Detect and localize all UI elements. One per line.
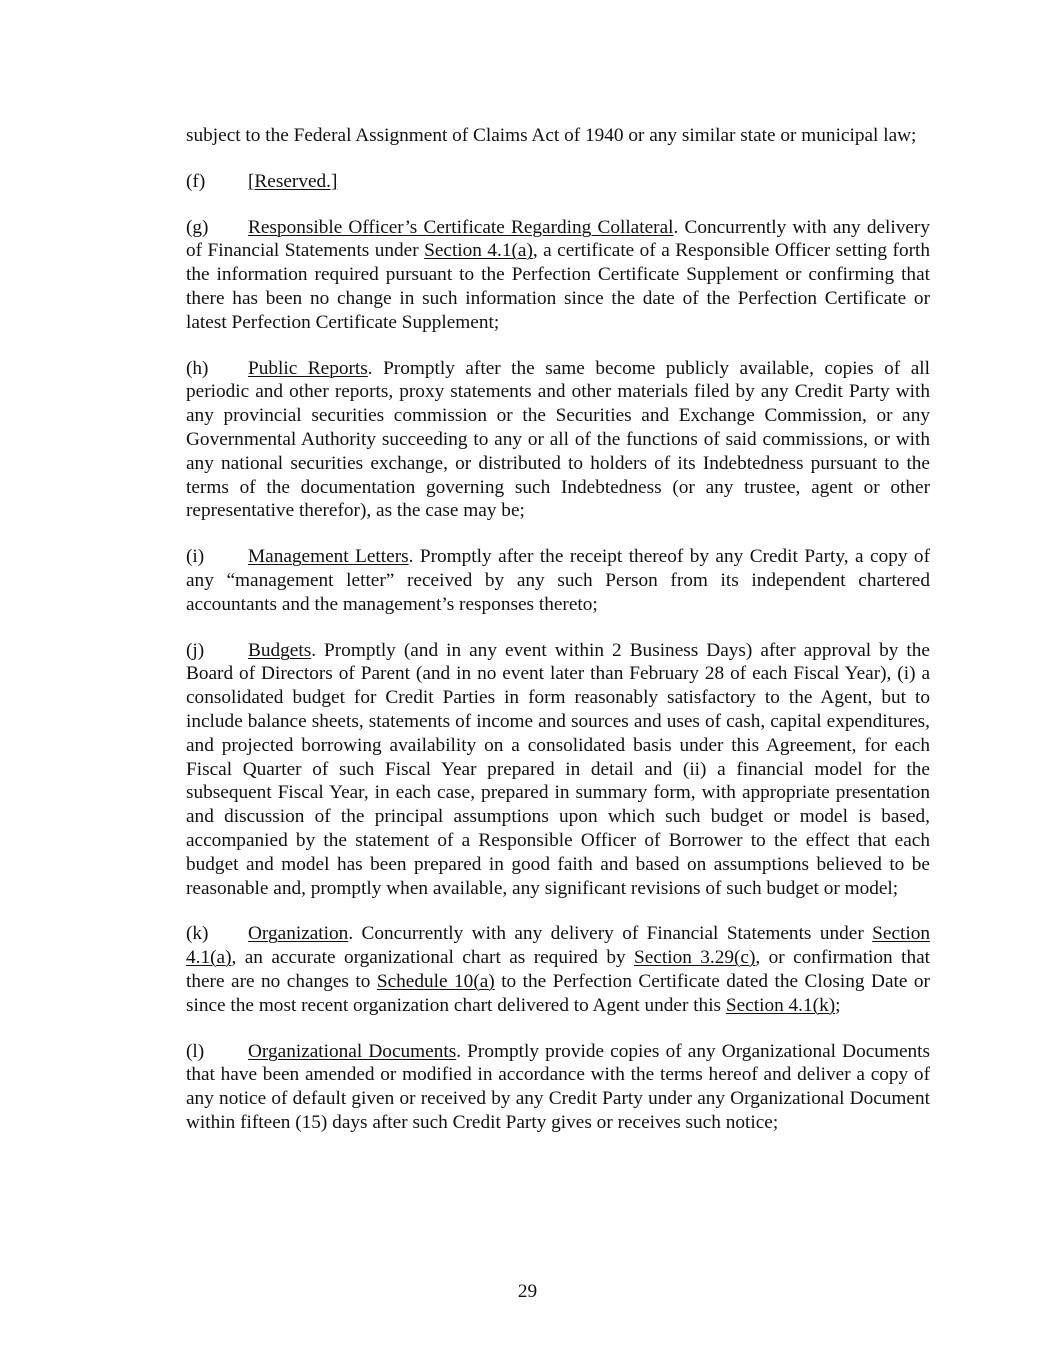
clause-heading: Public Reports [248,357,368,379]
clause-marker: (h) [186,357,209,379]
clause-text: . Concurrently with any delivery of Financial Statements under [348,923,873,945]
clause-marker: (k) [186,923,209,945]
clause-heading: Organizational Documents [248,1040,457,1062]
clause-f [186,170,930,194]
clause-text: , or confirmation that there are no changes to [186,947,931,992]
clause-text: . Promptly provide copies of any Organizational Documents that have been amended or modified in accordance with the terms hereof and deliver a copy of any notice of default given or received by any Credit Party under any Organizational Document within fifteen (15) days after such Credit Party gives or receives such notice; [186,1040,931,1133]
clause-k [186,922,930,1017]
clause-marker: (i) [186,546,205,568]
page-number: 29 [517,1281,538,1302]
clause-h [186,357,930,524]
continuation-text: subject to the Federal Assignment of Claims Act of 1940 or any similar state or municipal law; [186,125,917,146]
clause-text: ; [835,994,841,1016]
clause-text: , a certificate of a Responsible Officer setting forth the information required pursuant to the Perfection Certificate Supplement or confirming that there has been no change in such information since the date of the Perfection Certificate or latest Perfection Certificate Supplement; [186,240,930,333]
clause-i [186,545,930,616]
clause-heading: Management Letters [248,546,409,568]
clause-heading: Budgets [248,639,312,661]
clause-text: , an accurate organizational chart as required by [231,947,635,969]
clause-text: . Promptly after the receipt thereof by any Credit Party, a copy of any “management letter” received by any such Person from its independent chartered accountants and the management’s responses thereto; [186,546,930,615]
clause-marker: (j) [186,639,205,661]
continuation-paragraph [186,124,930,148]
clause-text: to the Perfection Certificate dated the Closing Date or since the most recent organization chart delivered to Agent under this [186,970,930,1016]
clause-heading: [Reserved.] [248,170,338,192]
section-reference: Section 4.1(k) [725,994,836,1016]
clause-text: . Promptly (and in any event within 2 Business Days) after approval by the Board of Directors of Parent (and in no event later than February 28 of each Fiscal Year), (i) a consolidated budget for Credit Parties in form reasonably satisfactory to the Agent, but to include balance sheets, statements of income and sources and uses of cash, capital expenditures, and projected borrowing availability on a consolidated basis under this Agreement, for each Fiscal Quarter of such Fiscal Year prepared in detail and (ii) a financial model for the subsequent Fiscal Year, in each case, prepared in summary form, with appropriate presentation and discussion of the principal assumptions upon which such budget or model is based, accompanied by the statement of a Responsible Officer of Borrower to the effect that each budget and model has been prepared in good faith and based on assumptions believed to be reasonable and, promptly when available, any significant revisions of such budget or model; [186,639,930,899]
clause-marker: (f) [186,170,206,192]
document-body [186,124,930,1135]
schedule-reference: Schedule 10(a) [376,970,495,992]
clause-marker: (l) [186,1040,205,1062]
clause-marker: (g) [186,216,209,238]
clause-g [186,216,930,335]
clause-l [186,1040,930,1135]
clause-text: . Promptly after the same become publicly available, copies of all periodic and other reports, proxy statements and other materials filed by any Credit Party with any provincial securities commission or the Securities and Exchange Commission, or any Governmental Authority succeeding to any or all of the functions of said commissions, or with any national securities exchange, or distributed to holders of its Indebtedness pursuant to the terms of the documentation governing such Indebtedness (or any trustee, agent or other representative therefor), as the case may be; [186,357,930,522]
clause-j [186,639,930,901]
clause-heading: Organization [248,923,349,945]
clause-text: . Concurrently with any delivery of Financial Statements under [186,216,930,262]
clause-heading: Responsible Officer’s Certificate Regarding Collateral [248,216,674,238]
section-reference: Section 3.29(c) [634,947,756,969]
section-reference: Section 4.1(a) [424,240,533,262]
section-reference: Section 4.1(a) [186,923,930,969]
